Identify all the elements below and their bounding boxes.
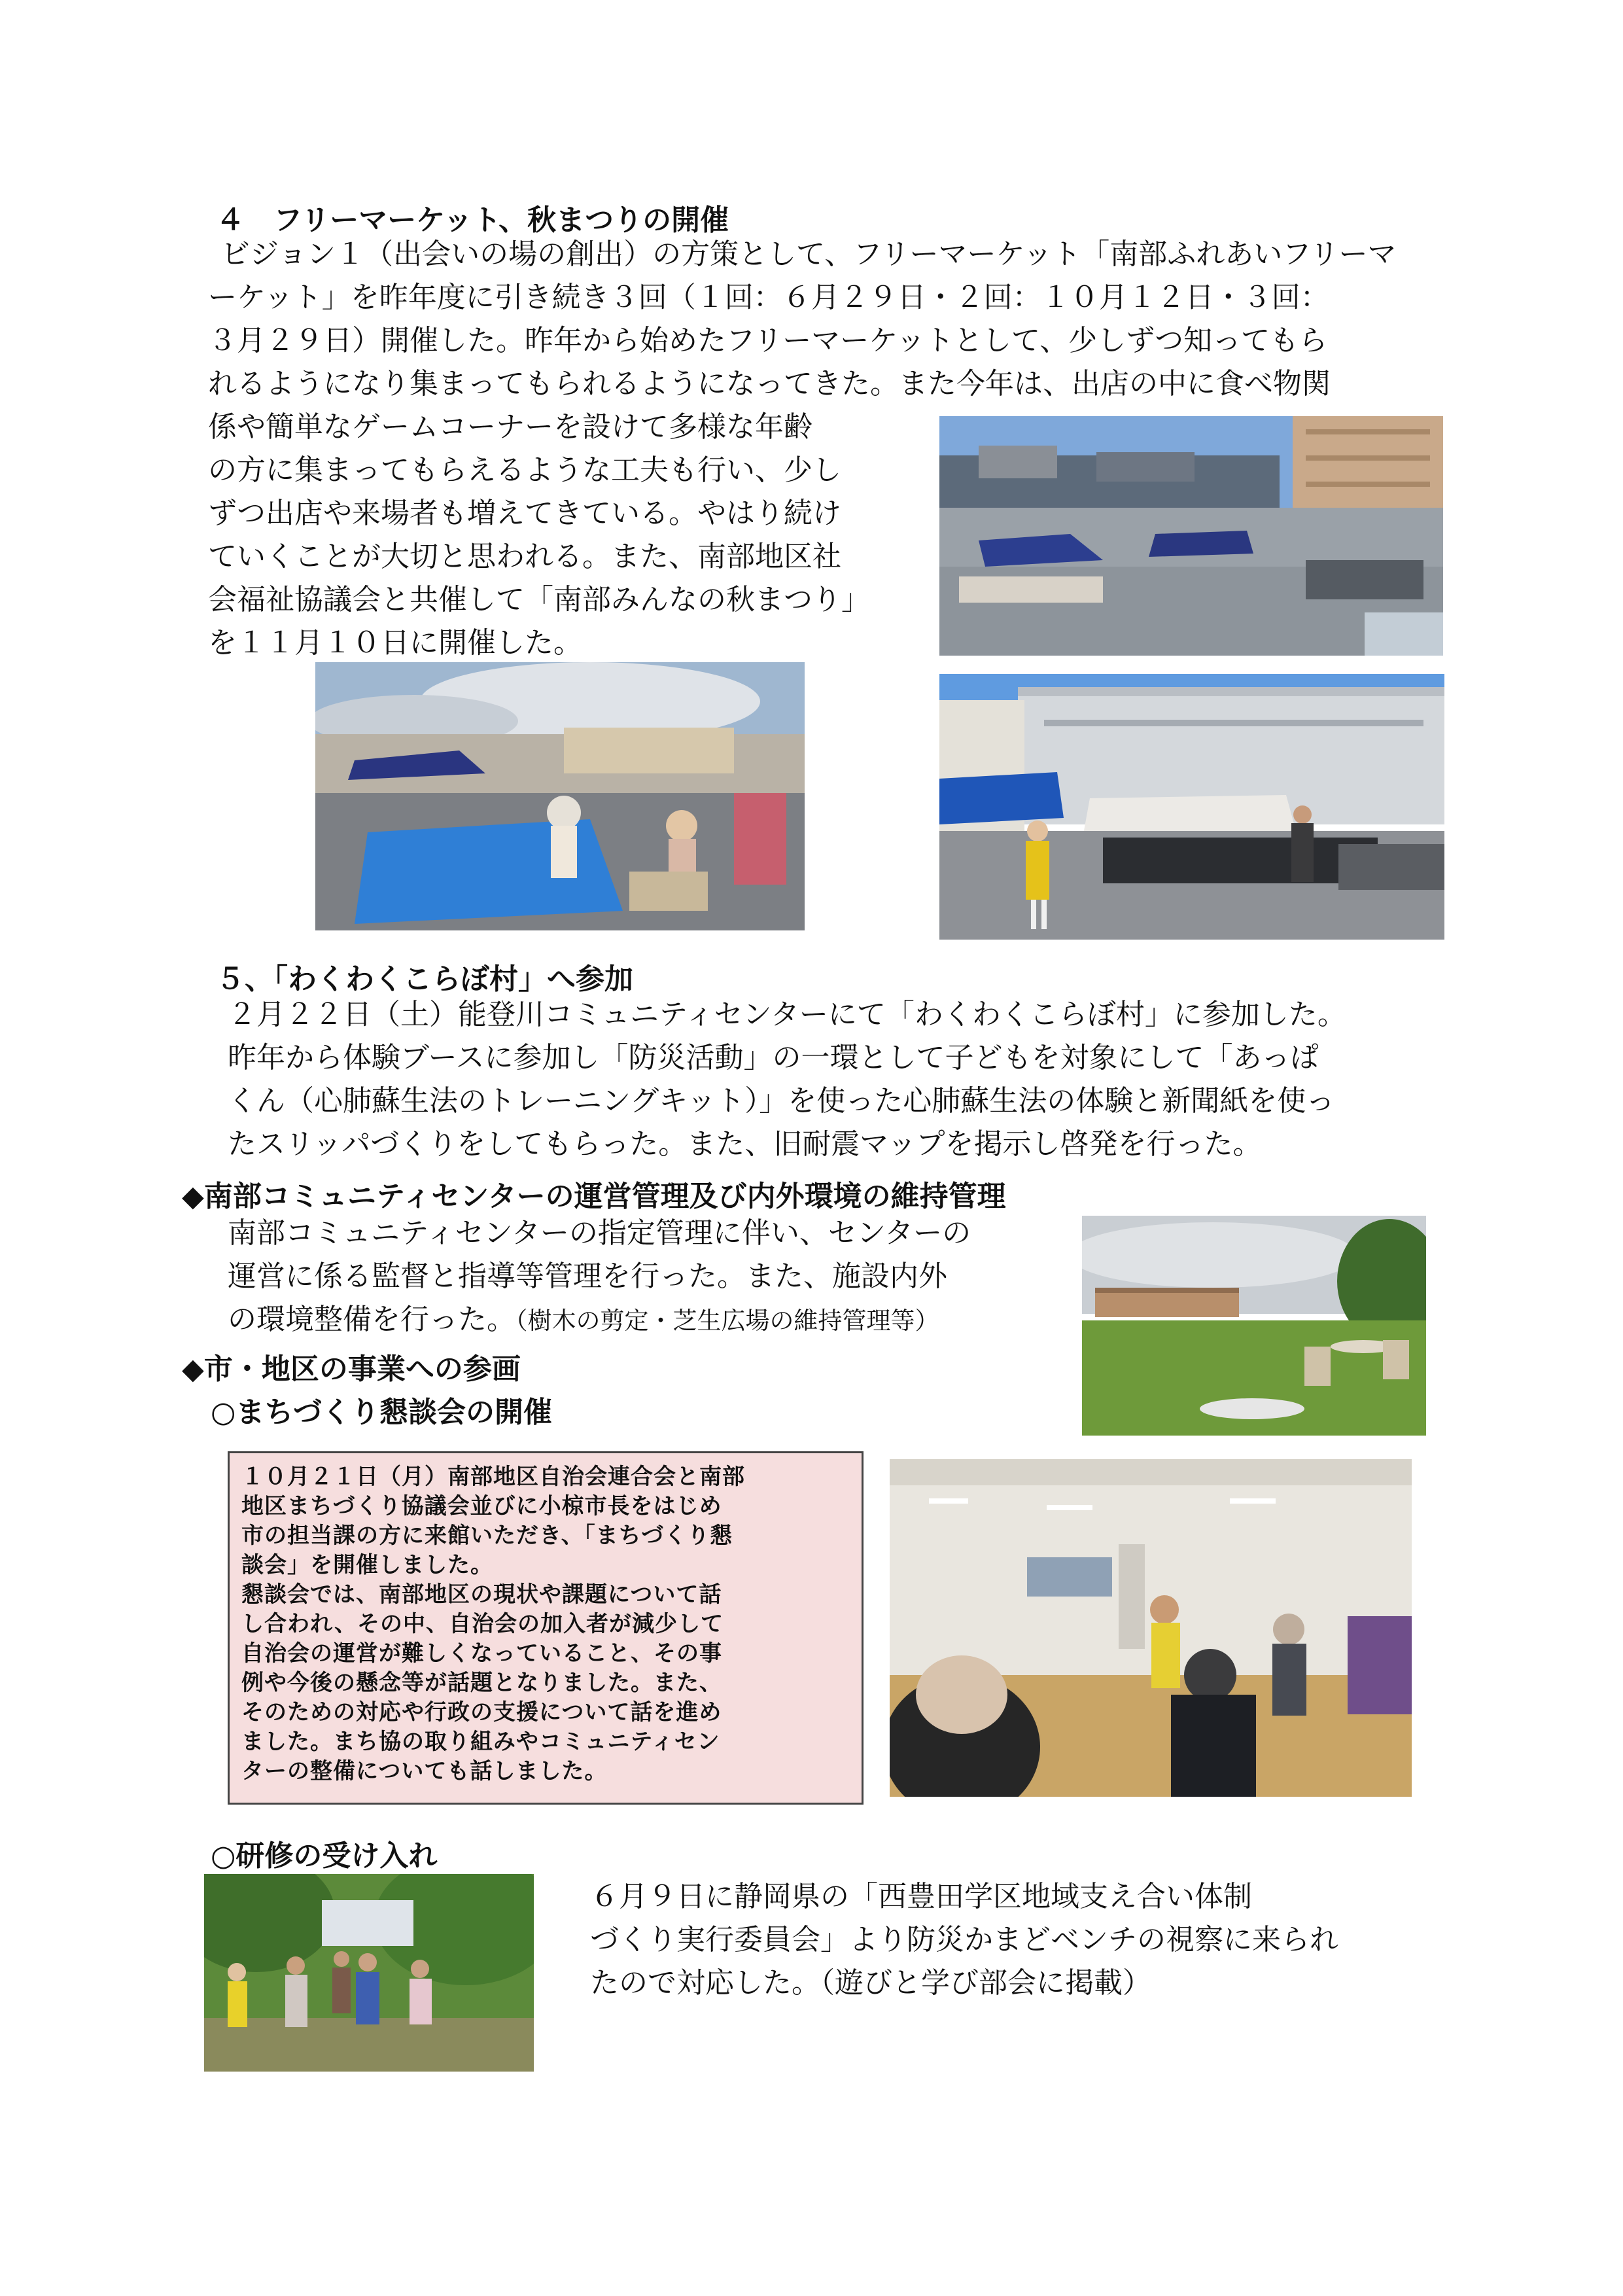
council-box-line-11: ターの整備についても話しました。 [241,1758,608,1784]
council-box-line-7: 自治会の運営が難しくなっていること、その事 [241,1640,722,1667]
section4-line-6: の方に集まってもらえるような工夫も行い、少し [208,453,841,487]
council-box-line-10: ました。まち協の取り組みやコミュニティセン [241,1729,720,1755]
council-subheading: ○まちづくり懇談会の開催 [211,1396,552,1429]
meeting-photo [890,1459,1412,1797]
council-box-line-1: １０月２１日（月）南部地区自治会連合会と南部 [241,1464,745,1490]
training-line-2: づくり実行委員会」より防災かまどベンチの視察に来られ [590,1923,1338,1956]
management-line-2: 運営に係る監督と指導等管理を行った。また、施設内外 [228,1260,947,1293]
training-group-photo [204,1874,534,2072]
autumn-festival-photo [939,674,1444,940]
management-line-1: 南部コミュニティセンターの指定管理に伴い、センターの [228,1216,971,1250]
section5-heading: ５、「わくわくこらぼ村」へ参加 [216,963,633,996]
section4-line-5: 係や簡単なゲームコーナーを設けて多様な年齢 [208,410,812,444]
section4-line-2: ーケット」を昨年度に引き続き３回（１回：６月２９日・２回：１０月１２日・３回： [208,281,1329,314]
council-box-line-6: し合われ、その中、自治会の加入者が減少して [241,1611,724,1637]
section4-line-7: ずつ出店や来場者も増えてきている。やはり続け [208,497,841,530]
council-box-line-8: 例や今後の懸念等が話題となりました。また、 [241,1670,722,1696]
management-line-3 [228,1298,939,1343]
council-summary-box [228,1451,864,1805]
section5-line-2: 昨年から体験ブースに参加し「防災活動」の一環として子どもを対象にして「あっぱ [228,1041,1319,1074]
training-subheading: ○研修の受け入れ [211,1839,438,1873]
council-box-line-9: そのための対応や行政の支援について話を進め [241,1699,722,1725]
section4-line-1: ビジョン１（出会いの場の創出）の方策として、フリーマーケット「南部ふれあいフリーマ [221,238,1397,271]
flea-market-ground-photo [315,662,805,930]
management-heading: ◆南部コミュニティセンターの運営管理及び内外環境の維持管理 [182,1180,1006,1213]
section5-line-4: たスリッパづくりをしてもらった。また、旧耐震マップを掲示し啓発を行った。 [228,1127,1262,1161]
flea-market-aerial-photo [939,416,1443,656]
section5-line-1: ２月２２日（土）能登川コミュニティセンターにて「わくわくこらぼ村」に参加した。 [228,998,1346,1031]
council-box-line-3: 市の担当課の方に来館いただき、「まちづくり懇 [241,1523,733,1549]
section5-line-3: くん（心肺蘇生法のトレーニングキット）」を使った心肺蘇生法の体験と新聞紙を使っ [228,1084,1335,1118]
training-line-1: ６月９日に静岡県の「西豊田学区地域支え合い体制 [590,1880,1252,1913]
lawn-photo [1082,1216,1426,1436]
section4-line-10: を１１月１０日に開催した。 [208,626,582,660]
section4-line-8: ていくことが大切と思われる。また、南部地区社 [208,540,841,573]
council-box-line-5: 懇談会では、南部地区の現状や課題について話 [241,1581,722,1608]
council-box-line-4: 談会」を開催しました。 [241,1552,493,1578]
council-box-line-2: 地区まちづくり協議会並びに小椋市長をはじめ [241,1493,722,1519]
section4-line-9: 会福祉協議会と共催して「南部みんなの秋まつり」 [208,583,870,616]
management-note: （樹木の剪定・芝生広場の維持管理等） [515,1307,939,1335]
training-line-3: たので対応した。（遊びと学び部会に掲載） [590,1966,1151,2000]
section4-line-3: ３月２９日）開催した。昨年から始めたフリーマーケットとして、少しずつ知ってもら [208,324,1328,357]
city-heading: ◆市・地区の事業への参画 [182,1352,521,1386]
management-line-3-text: の環境整備を行った。 [228,1303,515,1336]
section4-heading: ４ フリーマーケット、秋まつりの開催 [216,203,729,237]
section4-line-4: れるようになり集まってもられるようになってきた。また今年は、出店の中に食べ物関 [208,367,1331,400]
